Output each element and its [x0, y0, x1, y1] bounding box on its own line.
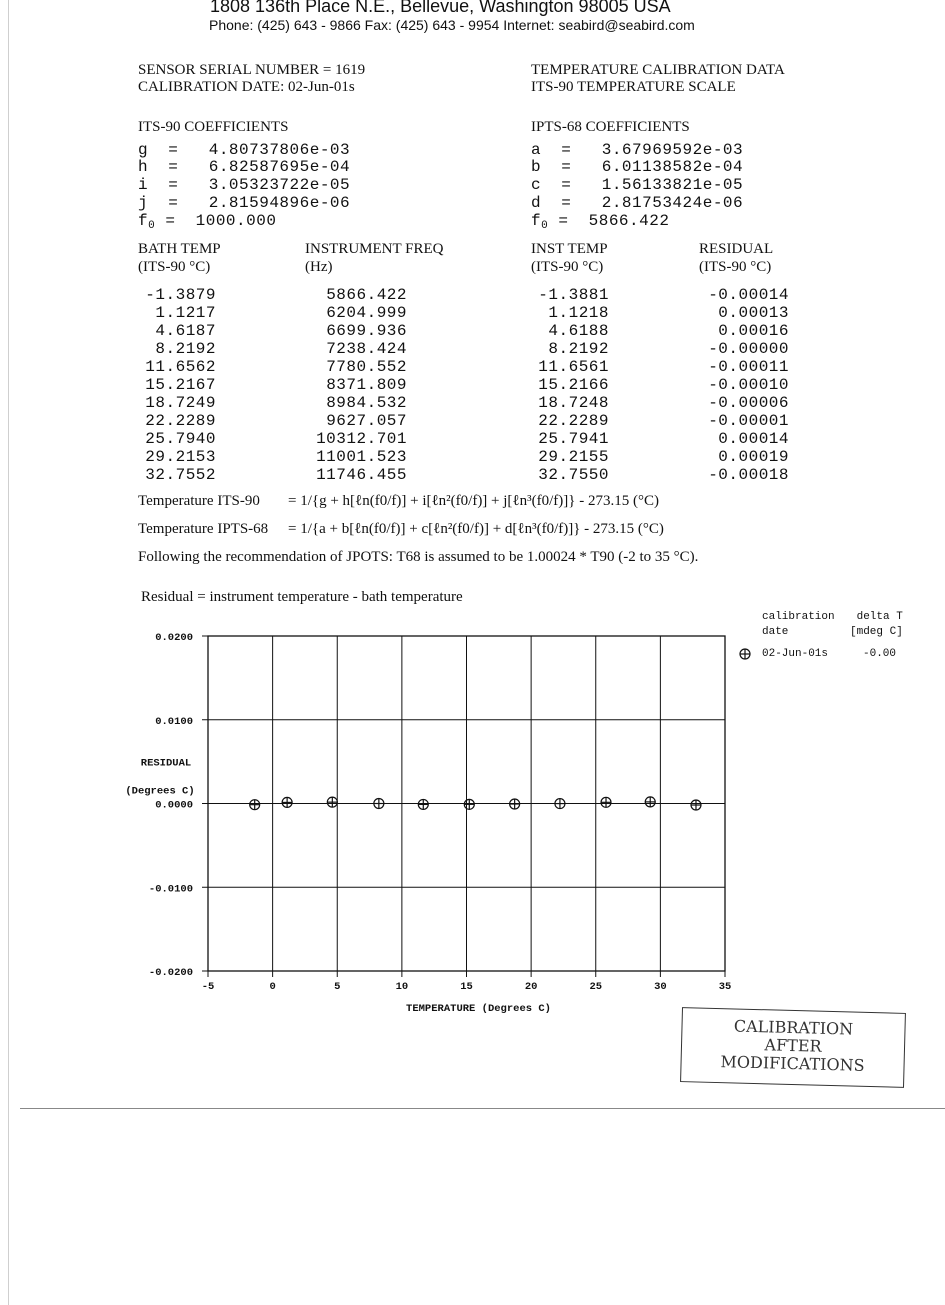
instrument-freq-cell: 6699.936 — [326, 322, 407, 340]
instrument-freq-cell: 11746.455 — [316, 466, 407, 484]
bath-temp-cell: 4.6187 — [155, 322, 216, 340]
header-residual: RESIDUAL — [699, 241, 774, 257]
data-point — [601, 797, 611, 807]
inst-temp-cell: 8.2192 — [548, 340, 609, 358]
residual-cell: -0.00001 — [708, 412, 789, 430]
stamp-line1: CALIBRATION — [733, 1016, 854, 1039]
residual-cell: -0.00018 — [708, 466, 789, 484]
title-line2: ITS-90 TEMPERATURE SCALE — [531, 79, 736, 95]
f0-label: f — [138, 212, 149, 230]
coef-b: b = 6.01138582e-04 — [531, 158, 744, 176]
letterhead-contact: Phone: (425) 643 - 9866 Fax: (425) 643 - 9954 Internet: seabird@seabird.com — [209, 17, 695, 33]
data-point — [327, 797, 337, 807]
data-point — [464, 799, 474, 809]
coef-a: a = 3.67969592e-03 — [531, 141, 744, 159]
data-point — [282, 797, 292, 807]
residual-cell: -0.00011 — [708, 358, 789, 376]
residual-cell: -0.00010 — [708, 376, 789, 394]
instrument-freq-cell: 6204.999 — [326, 304, 407, 322]
bath-temp-cell: 29.2153 — [145, 448, 216, 466]
header-inst-temp-unit: (ITS-90 °C) — [531, 259, 604, 275]
f0-value: = 1000.000 — [155, 212, 277, 230]
its90-heading: ITS-90 COEFFICIENTS — [138, 119, 289, 135]
legend-date-header: calibration date — [762, 611, 835, 638]
ipts68-equation: = 1/{a + b[ℓn(f0/f)] + c[ℓn²(f0/f)] + d[ℓn³(f0/f)]} - 273.15 (°C) — [288, 521, 664, 537]
header-bath-temp: BATH TEMP — [138, 241, 221, 257]
legend-entry-delta: -0.00 — [863, 648, 897, 660]
column-bath-temp — [134, 286, 216, 484]
bath-temp-cell: 8.2192 — [155, 340, 216, 358]
header-inst-temp: INST TEMP — [531, 241, 608, 257]
coef-d: d = 2.81753424e-06 — [531, 194, 744, 212]
x-tick-label: 15 — [460, 981, 473, 993]
data-point — [555, 799, 565, 809]
instrument-freq-cell: 8371.809 — [326, 376, 407, 394]
x-tick-label: 0 — [269, 981, 276, 993]
inst-temp-cell: 15.2166 — [538, 376, 609, 394]
calibration-date: CALIBRATION DATE: 02-Jun-01s — [138, 79, 355, 95]
f0-subscript: 0 — [148, 220, 156, 232]
residual-cell: 0.00019 — [718, 448, 789, 466]
legend-delta-header: delta T [mdeg C] — [850, 611, 903, 638]
stamp-line2: AFTER — [764, 1035, 822, 1056]
residual-cell: 0.00013 — [718, 304, 789, 322]
instrument-freq-cell: 7780.552 — [326, 358, 407, 376]
f0-label: f — [531, 212, 542, 230]
bath-temp-cell: 11.6562 — [145, 358, 216, 376]
residual-definition: Residual = instrument temperature - bath temperature — [141, 589, 463, 605]
ipts68-f0 — [531, 212, 669, 232]
residual-cell: 0.00014 — [718, 430, 789, 448]
bath-temp-cell: 25.7940 — [145, 430, 216, 448]
coef-j: j = 2.81594896e-06 — [138, 194, 351, 212]
residual-cell: 0.00016 — [718, 322, 789, 340]
stamp-line3: MODIFICATIONS — [720, 1052, 865, 1075]
residual-cell: -0.00000 — [708, 340, 789, 358]
f0-subscript: 0 — [541, 220, 549, 232]
bath-temp-cell: 32.7552 — [145, 466, 216, 484]
bath-temp-cell: 1.1217 — [155, 304, 216, 322]
scan-edge — [8, 0, 9, 1305]
page-divider — [20, 1108, 945, 1109]
y-tick-label: 0.0100 — [155, 715, 193, 728]
its90-equation: = 1/{g + h[ℓn(f0/f)] + i[ℓn²(f0/f)] + j[ℓn³(f0/f)]} - 273.15 (°C) — [288, 493, 659, 509]
y-tick-label: -0.0100 — [148, 883, 193, 896]
header-instrument-freq-unit: (Hz) — [305, 259, 333, 275]
column-inst-temp — [527, 286, 609, 484]
inst-temp-cell: 11.6561 — [538, 358, 609, 376]
column-residual — [694, 286, 789, 484]
legend-marker-icon — [738, 647, 752, 661]
residual-cell: -0.00006 — [708, 394, 789, 412]
inst-temp-cell: 1.1218 — [548, 304, 609, 322]
data-point — [250, 800, 260, 810]
its90-equation-label: Temperature ITS-90 — [138, 493, 260, 509]
sensor-serial: SENSOR SERIAL NUMBER = 1619 — [138, 62, 366, 78]
header-residual-unit: (ITS-90 °C) — [699, 259, 772, 275]
inst-temp-cell: 25.7941 — [538, 430, 609, 448]
inst-temp-cell: 32.7550 — [538, 466, 609, 484]
coef-h: h = 6.82587695e-04 — [138, 158, 351, 176]
inst-temp-cell: 29.2155 — [538, 448, 609, 466]
x-tick-label: 25 — [589, 981, 603, 993]
coef-g: g = 4.80737806e-03 — [138, 141, 351, 159]
x-tick-label: 35 — [718, 981, 732, 993]
f0-value: = 5866.422 — [548, 212, 670, 230]
data-point — [645, 797, 655, 807]
letterhead-address: 1808 136th Place N.E., Bellevue, Washington 98005 USA — [210, 0, 671, 16]
x-tick-label: 20 — [524, 981, 538, 993]
instrument-freq-cell: 9627.057 — [326, 412, 407, 430]
y-tick-label: -0.0200 — [148, 967, 193, 979]
its90-f0 — [138, 212, 276, 232]
instrument-freq-cell: 8984.532 — [326, 394, 407, 412]
ipts68-heading: IPTS-68 COEFFICIENTS — [531, 119, 690, 135]
instrument-freq-cell: 5866.422 — [326, 286, 407, 304]
residual-cell: -0.00014 — [708, 286, 789, 304]
x-axis-label: TEMPERATURE (Degrees C) — [406, 1003, 551, 1015]
x-tick-label: 10 — [395, 981, 409, 993]
bath-temp-cell: -1.3879 — [145, 286, 216, 304]
inst-temp-cell: 22.2289 — [538, 412, 609, 430]
x-tick-label: -5 — [201, 981, 215, 993]
y-tick-label: 0.0000 — [155, 799, 193, 812]
x-tick-label: 5 — [334, 981, 341, 993]
inst-temp-cell: -1.3881 — [538, 286, 609, 304]
instrument-freq-cell: 11001.523 — [316, 448, 407, 466]
coef-i: i = 3.05323722e-05 — [138, 176, 351, 194]
bath-temp-cell: 15.2167 — [145, 376, 216, 394]
data-point — [418, 799, 428, 809]
inst-temp-cell: 4.6188 — [548, 322, 609, 340]
data-point — [510, 799, 520, 809]
ipts68-equation-label: Temperature IPTS-68 — [138, 521, 269, 537]
legend-entry-date: 02-Jun-01s — [762, 648, 829, 660]
header-bath-temp-unit: (ITS-90 °C) — [138, 259, 211, 275]
plot-frame — [208, 636, 725, 971]
y-axis-label-unit: (Degrees C) — [125, 785, 195, 798]
instrument-freq-cell: 10312.701 — [316, 430, 407, 448]
y-tick-label: 0.0200 — [155, 632, 193, 644]
bath-temp-cell: 22.2289 — [145, 412, 216, 430]
jpots-note: Following the recommendation of JPOTS: T68 is assumed to be 1.00024 * T90 (-2 to 35 °C). — [138, 549, 699, 565]
x-tick-label: 30 — [654, 981, 667, 993]
bath-temp-cell: 18.7249 — [145, 394, 216, 412]
title-line1: TEMPERATURE CALIBRATION DATA — [531, 62, 785, 78]
instrument-freq-cell: 7238.424 — [326, 340, 407, 358]
column-instrument-freq — [300, 286, 407, 484]
data-point — [691, 800, 701, 810]
coef-c: c = 1.56133821e-05 — [531, 176, 744, 194]
inst-temp-cell: 18.7248 — [538, 394, 609, 412]
data-point — [374, 799, 384, 809]
modification-stamp — [680, 1007, 906, 1088]
y-axis-label: RESIDUAL — [140, 757, 192, 770]
header-instrument-freq: INSTRUMENT FREQ — [305, 241, 444, 257]
